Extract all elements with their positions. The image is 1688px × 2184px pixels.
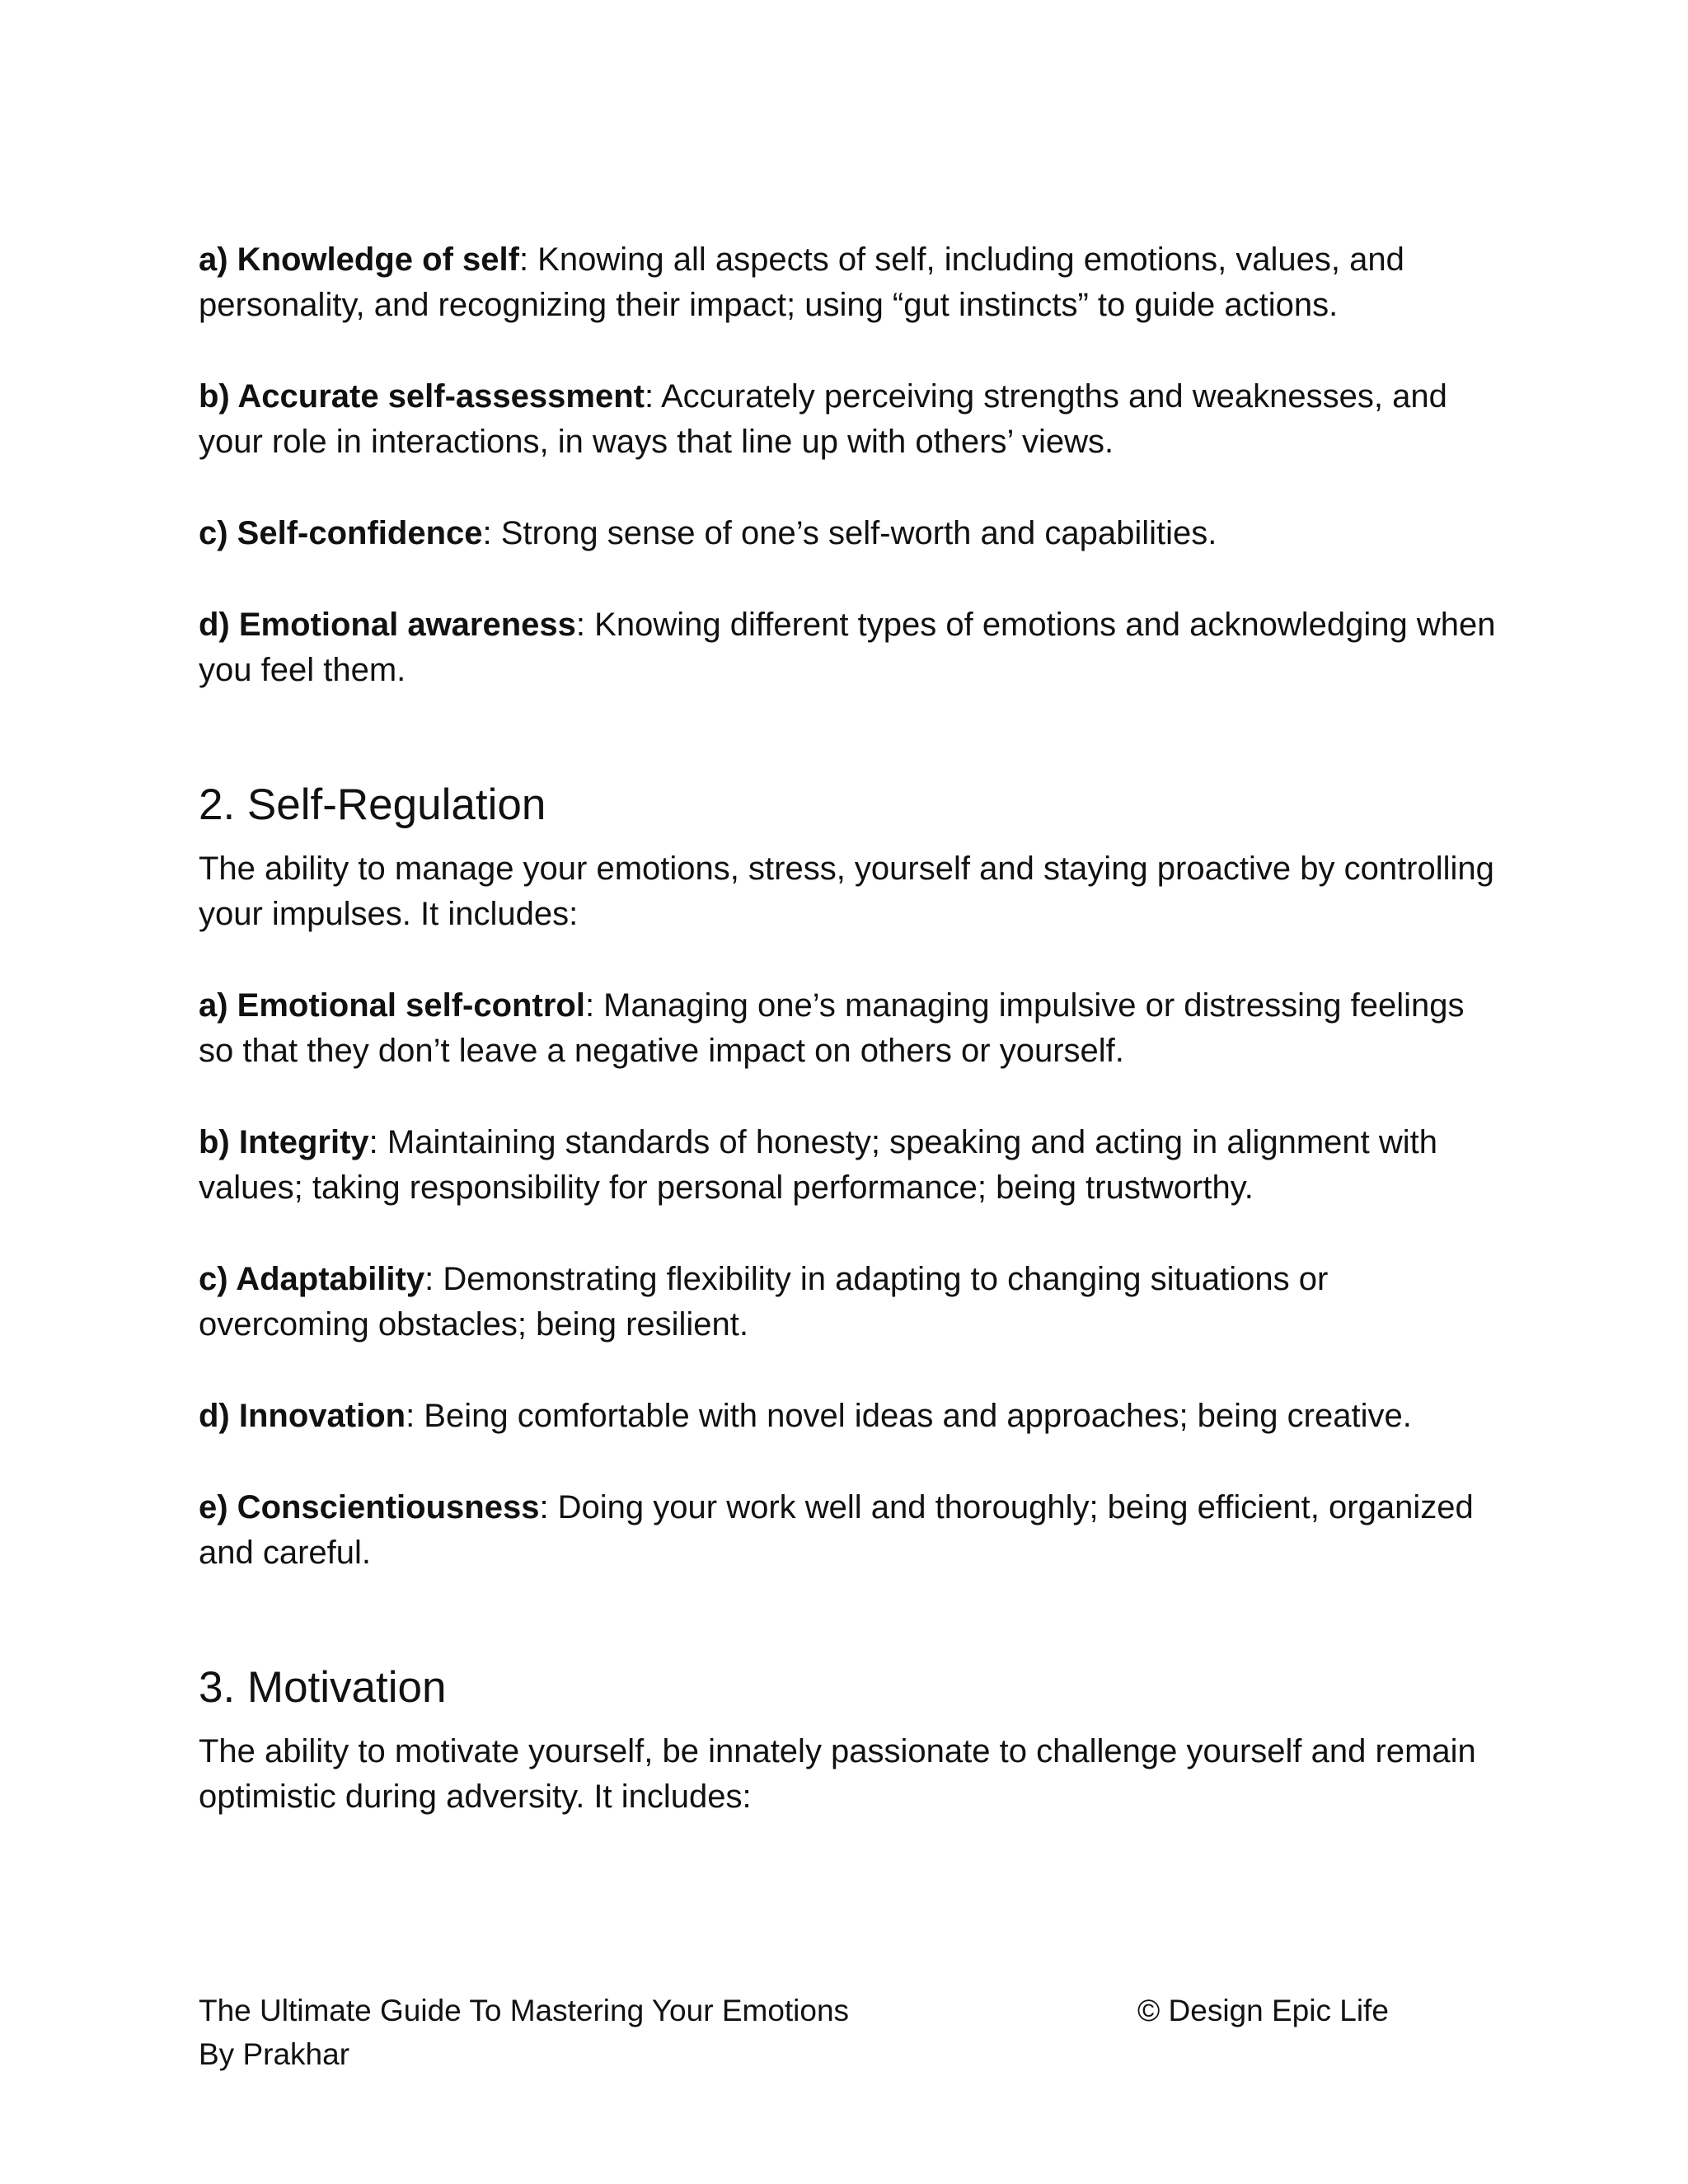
- item-term: b) Integrity: [199, 1124, 369, 1160]
- item-term: c) Self-confidence: [199, 515, 483, 551]
- item-term: a) Emotional self-control: [199, 987, 585, 1024]
- item-term: e) Conscientiousness: [199, 1489, 540, 1526]
- self-regulation-item-adaptability: [199, 1257, 1501, 1347]
- self-awareness-item-knowledge-of-self: [199, 237, 1501, 328]
- item-description: : Knowing all aspects of self, including emotions, values, and personality, and recognizing their impact; using “gut instincts” to guide actions.: [199, 241, 1404, 323]
- footer-author: By Prakhar: [199, 2037, 350, 2071]
- section-heading-motivation: 3. Motivation: [199, 1663, 447, 1712]
- self-regulation-item-emotional-self-control: [199, 983, 1501, 1074]
- item-description: : Demonstrating flexibility in adapting to changing situations or overcoming obstacles; being resilient.: [199, 1261, 1329, 1343]
- item-description: : Managing one’s managing impulsive or distressing feelings so that they don’t leave a negative impact on others or yourself.: [199, 987, 1465, 1069]
- footer-left: [199, 1989, 940, 2076]
- self-regulation-intro: The ability to manage your emotions, stress, yourself and staying proactive by controlling your impulses. It includes:: [199, 851, 1494, 932]
- self-regulation-item-conscientiousness: [199, 1485, 1501, 1576]
- item-description: : Maintaining standards of honesty; speaking and acting in alignment with values; taking responsibility for personal performance; being trustworthy.: [199, 1124, 1438, 1206]
- item-term: c) Adaptability: [199, 1261, 425, 1297]
- item-term: d) Innovation: [199, 1398, 406, 1434]
- item-description: : Doing your work well and thoroughly; being efficient, organized and careful.: [199, 1489, 1474, 1571]
- item-term: b) Accurate self-assessment: [199, 378, 645, 415]
- self-awareness-item-self-confidence: [199, 511, 1501, 556]
- item-term: d) Emotional awareness: [199, 607, 576, 643]
- footer-copyright: © Design Epic Life: [1137, 1994, 1389, 2027]
- self-regulation-item-integrity: [199, 1120, 1501, 1211]
- item-term: a) Knowledge of self: [199, 241, 519, 278]
- item-description: : Being comfortable with novel ideas and approaches; being creative.: [406, 1398, 1412, 1434]
- item-description: : Strong sense of one’s self-worth and capabilities.: [482, 515, 1217, 551]
- item-description: : Accurately perceiving strengths and weaknesses, and your role in interactions, in ways that line up with others’ views.: [199, 378, 1447, 460]
- self-awareness-item-emotional-awareness: [199, 602, 1501, 693]
- self-awareness-item-accurate-self-assessment: [199, 374, 1501, 465]
- motivation-intro: The ability to motivate yourself, be innately passionate to challenge yourself and remain optimistic during adversity. It includes:: [199, 1733, 1476, 1815]
- footer-book-title: The Ultimate Guide To Mastering Your Emotions: [199, 1994, 850, 2027]
- page-content: [199, 237, 1501, 1866]
- self-regulation-item-innovation: [199, 1394, 1501, 1439]
- section-heading-self-regulation: 2. Self-Regulation: [199, 780, 546, 829]
- item-description: : Knowing different types of emotions and acknowledging when you feel them.: [199, 607, 1496, 688]
